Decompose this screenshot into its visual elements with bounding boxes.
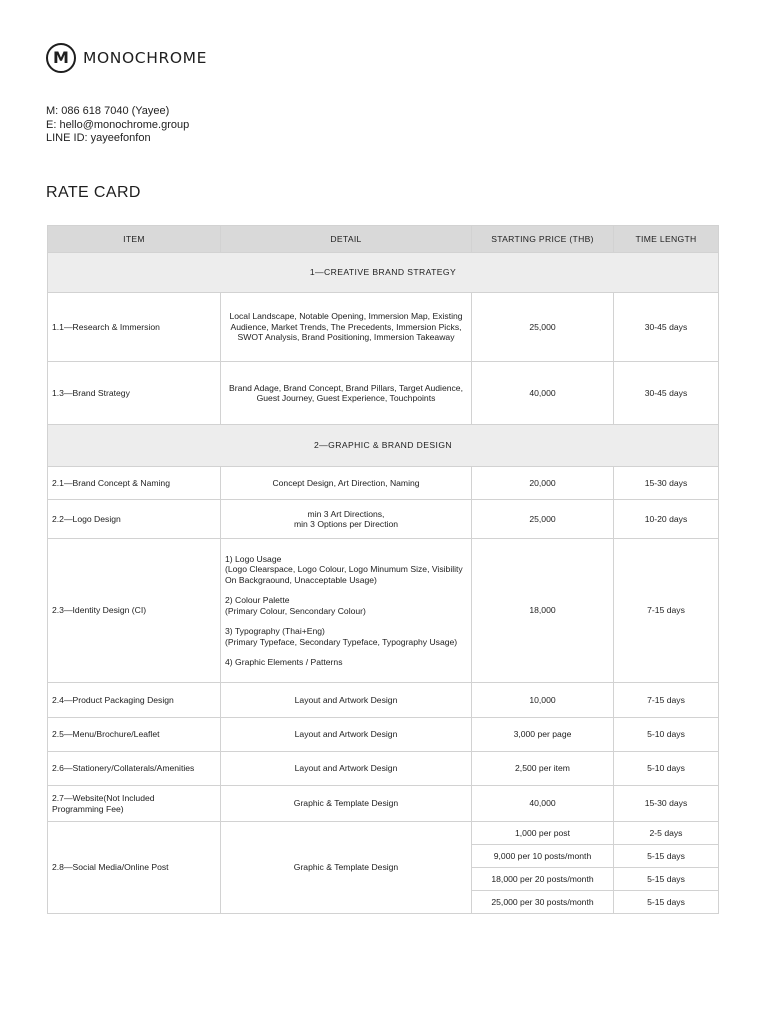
tier-time: 5-15 days bbox=[614, 868, 719, 891]
table-row bbox=[48, 362, 719, 425]
row-detail: Brand Adage, Brand Concept, Brand Pillars, Target Audience, Guest Journey, Guest Experience, Touchpoints bbox=[221, 362, 472, 425]
row-price: 25,000 bbox=[472, 293, 614, 362]
row-item bbox=[48, 786, 221, 822]
tier-time: 5-15 days bbox=[614, 891, 719, 914]
item-line: 2.7—Website(Not Included bbox=[52, 793, 155, 803]
detail-text: (Primary Colour, Sencondary Colour) bbox=[225, 605, 366, 616]
row-price: 40,000 bbox=[472, 786, 614, 822]
contact-block bbox=[46, 105, 189, 146]
tier-price: 9,000 per 10 posts/month bbox=[472, 845, 614, 868]
table-header-row bbox=[48, 226, 719, 253]
tier-price: 25,000 per 30 posts/month bbox=[472, 891, 614, 914]
row-item: 2.6—Stationery/Collaterals/Amenities bbox=[48, 752, 221, 786]
detail-text: (Logo Clearspace, Logo Colour, Logo Minumum Size, Visibility On Backgraound, Unacceptable Usage) bbox=[225, 564, 463, 585]
detail-heading: 1) Logo Usage bbox=[225, 553, 282, 564]
table-row bbox=[48, 683, 719, 718]
tier-price: 18,000 per 20 posts/month bbox=[472, 868, 614, 891]
row-time: 7-15 days bbox=[614, 683, 719, 718]
table-row bbox=[48, 822, 719, 845]
section-title: 1—CREATIVE BRAND STRATEGY bbox=[48, 253, 719, 293]
row-item: 2.5—Menu/Brochure/Leaflet bbox=[48, 718, 221, 752]
table-row bbox=[48, 539, 719, 683]
row-item: 2.1—Brand Concept & Naming bbox=[48, 467, 221, 500]
tier-price: 1,000 per post bbox=[472, 822, 614, 845]
row-time: 5-10 days bbox=[614, 752, 719, 786]
detail-line: min 3 Art Directions, bbox=[307, 508, 385, 519]
header-item: ITEM bbox=[48, 226, 221, 253]
row-price: 3,000 per page bbox=[472, 718, 614, 752]
row-item: 1.3—Brand Strategy bbox=[48, 362, 221, 425]
row-item: 2.3—Identity Design (CI) bbox=[48, 539, 221, 683]
table-row bbox=[48, 752, 719, 786]
header-price: STARTING PRICE (THB) bbox=[472, 226, 614, 253]
row-time: 30-45 days bbox=[614, 362, 719, 425]
row-detail: Layout and Artwork Design bbox=[221, 718, 472, 752]
tier-time: 5-15 days bbox=[614, 845, 719, 868]
header-time: TIME LENGTH bbox=[614, 226, 719, 253]
contact-line-id: LINE ID: yayeefonfon bbox=[46, 132, 151, 144]
rate-table bbox=[47, 225, 719, 914]
contact-email: E: hello@monochrome.group bbox=[46, 118, 190, 131]
section-row bbox=[48, 253, 719, 293]
section-row bbox=[48, 425, 719, 467]
detail-heading: 3) Typography (Thai+Eng) bbox=[225, 626, 325, 636]
row-price: 10,000 bbox=[472, 683, 614, 718]
row-detail bbox=[221, 539, 472, 683]
row-item: 1.1—Research & Immersion bbox=[48, 293, 221, 362]
row-price: 18,000 bbox=[472, 539, 614, 683]
header-detail: DETAIL bbox=[221, 226, 472, 253]
row-price: 25,000 bbox=[472, 500, 614, 539]
brand-name: MONOCHROME bbox=[83, 49, 207, 67]
section-title: 2—GRAPHIC & BRAND DESIGN bbox=[48, 425, 719, 467]
row-time: 5-10 days bbox=[614, 718, 719, 752]
row-price: 40,000 bbox=[472, 362, 614, 425]
row-price: 20,000 bbox=[472, 467, 614, 500]
row-item: 2.8—Social Media/Online Post bbox=[48, 822, 221, 914]
tier-time: 2-5 days bbox=[614, 822, 719, 845]
detail-text: (Primary Typeface, Secondary Typeface, Typography Usage) bbox=[225, 636, 458, 647]
row-detail: Layout and Artwork Design bbox=[221, 752, 472, 786]
row-detail: Graphic & Template Design bbox=[221, 822, 472, 914]
page-title: RATE CARD bbox=[46, 184, 141, 201]
table-row bbox=[48, 467, 719, 500]
table-row bbox=[48, 500, 719, 539]
row-detail bbox=[221, 500, 472, 539]
row-time: 30-45 days bbox=[614, 293, 719, 362]
table-row bbox=[48, 293, 719, 362]
row-detail: Graphic & Template Design bbox=[221, 786, 472, 822]
table-row bbox=[48, 786, 719, 822]
row-detail: Concept Design, Art Direction, Naming bbox=[221, 467, 472, 500]
row-time: 10-20 days bbox=[614, 500, 719, 539]
row-time: 7-15 days bbox=[614, 539, 719, 683]
row-detail: Local Landscape, Notable Opening, Immersion Map, Existing Audience, Market Trends, The Precedents, Immersion Picks, SWOT Analysis, Brand Positioning, Immersion Takeaway bbox=[221, 293, 472, 362]
row-time: 15-30 days bbox=[614, 786, 719, 822]
monochrome-logo-icon: M bbox=[46, 43, 76, 73]
row-item: 2.2—Logo Design bbox=[48, 500, 221, 539]
row-time: 15-30 days bbox=[614, 467, 719, 500]
table-row bbox=[48, 718, 719, 752]
brand-logo bbox=[46, 43, 207, 73]
detail-heading: 2) Colour Palette bbox=[225, 595, 290, 605]
row-detail: Layout and Artwork Design bbox=[221, 683, 472, 718]
row-price: 2,500 per item bbox=[472, 752, 614, 786]
detail-heading: 4) Graphic Elements / Patterns bbox=[225, 657, 343, 667]
detail-line: min 3 Options per Direction bbox=[293, 519, 399, 529]
item-line: Programming Fee) bbox=[52, 803, 124, 814]
row-item: 2.4—Product Packaging Design bbox=[48, 683, 221, 718]
contact-phone: M: 086 618 7040 (Yayee) bbox=[46, 105, 170, 117]
